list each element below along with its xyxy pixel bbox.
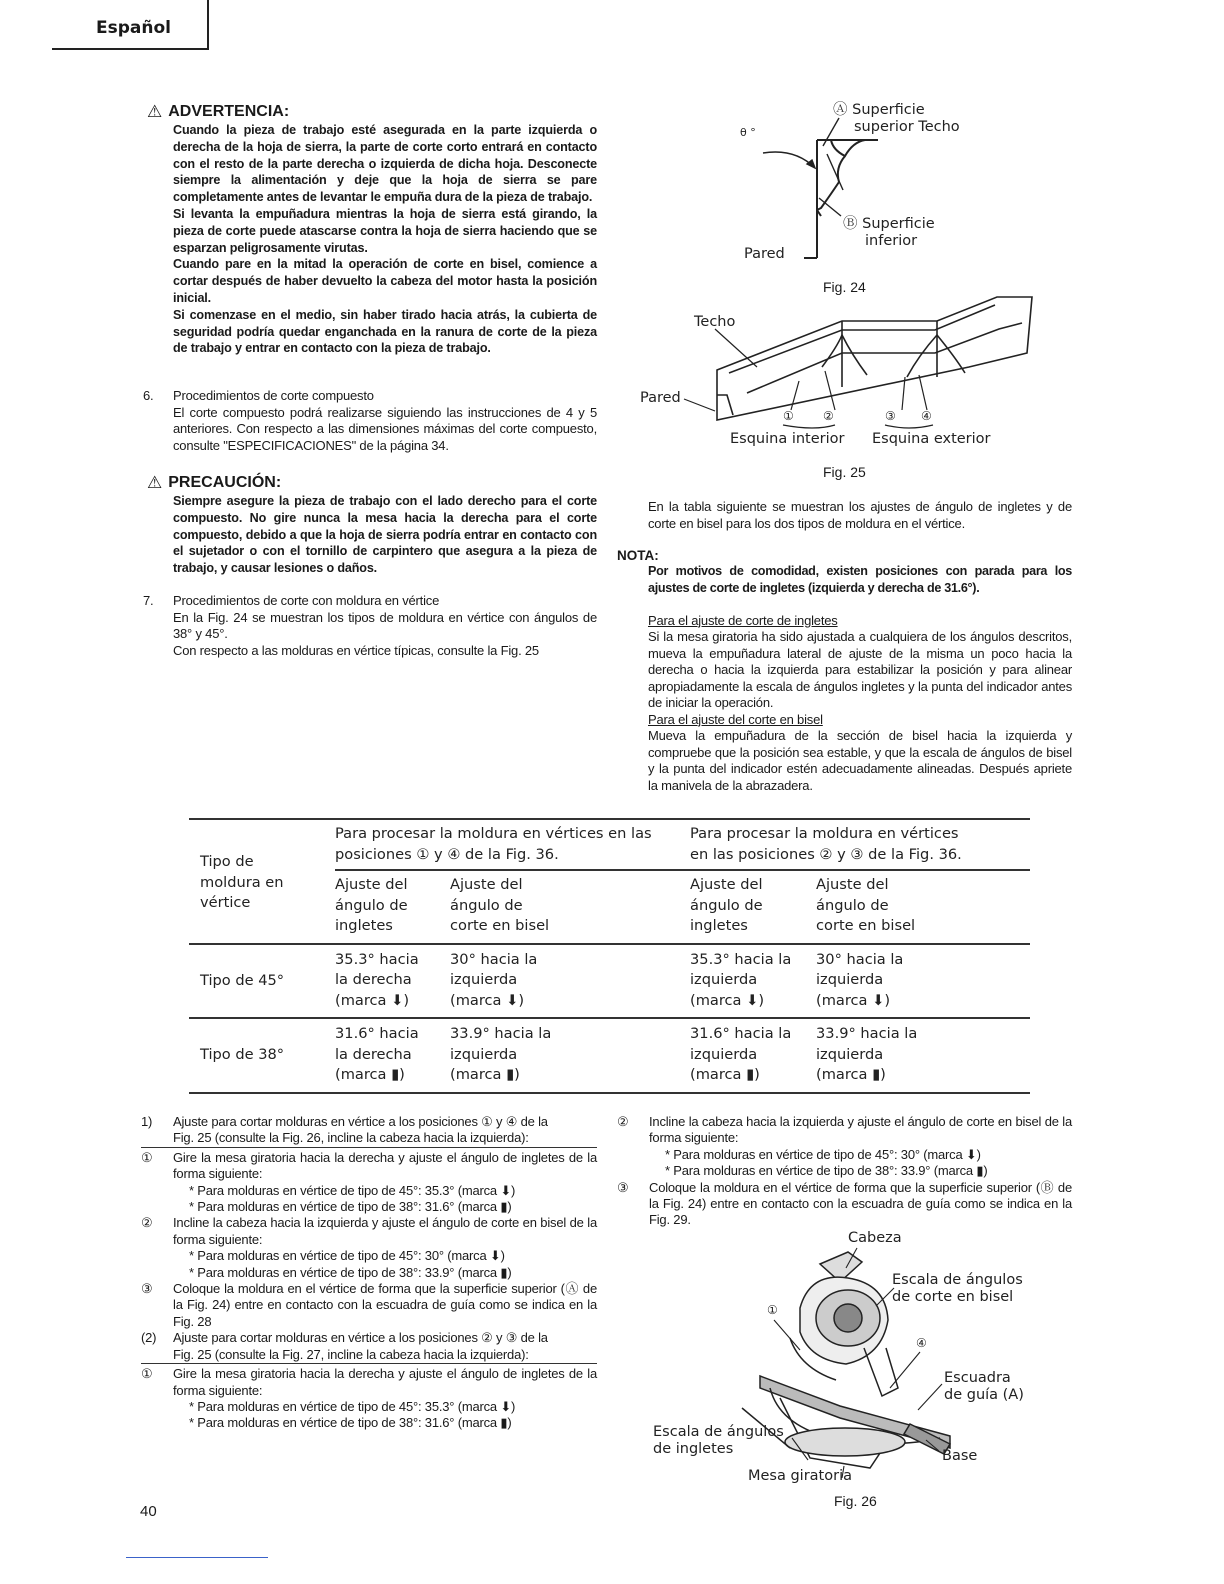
inner-corner-label: Esquina interior (730, 431, 845, 447)
step-marker: ① (141, 1366, 153, 1382)
step-text: Coloque la moldura en el vértice de forma que la superficie superior (Ⓑ de la Fig. 24) entre en contacto con la escuadra de guía como se indica en la Fig. 29. (649, 1179, 1072, 1228)
marker-4: ④ (921, 409, 932, 423)
subheader-miter: Ajuste del ángulo de ingletes (690, 876, 763, 934)
step-marker: ③ (141, 1281, 153, 1297)
item-number: 6. (143, 388, 154, 403)
step-text: Incline la cabeza hacia la izquierda y ajuste el ángulo de corte en bisel de la forma siguiente: (649, 1114, 1072, 1146)
bevel-text: Mueva la empuñadura de la sección de bisel hacia la izquierda y compruebe que la posición sea estable, y que la escala de ángulos de bisel y la punta del indicador estén adecuadamente alineadas. Después apriete la manivela de la abrazadera. (648, 728, 1072, 793)
group2-header (690, 820, 1030, 870)
step-marker: ① (141, 1149, 153, 1165)
steps-left (141, 1114, 597, 1432)
bevel-scale-label: Escala de ángulos (892, 1272, 1023, 1288)
caution-title: PRECAUCIÓN: (168, 474, 282, 491)
bevel-heading: Para el ajuste del corte en bisel (648, 711, 823, 727)
step-1 (141, 1114, 597, 1148)
upper-surface-label: Ⓐ Superficie (833, 102, 925, 118)
step-marker: (2) (141, 1330, 157, 1346)
step-2-a (141, 1366, 597, 1432)
table-cell: 35.3° hacia la derecha (marca ⬇) (335, 944, 450, 1019)
marker-1: ① (767, 1303, 778, 1317)
table-row (189, 944, 1030, 1019)
outer-corner-label: Esquina exterior (872, 431, 991, 447)
bevel-scale-label-2: de corte en bisel (892, 1289, 1014, 1305)
language-tab: Español (52, 0, 209, 50)
figure-25 (637, 295, 1047, 485)
item-text: En la Fig. 24 se muestran los tipos de moldura en vértice con ángulos de 38° y 45°. (173, 609, 597, 641)
subheader-miter: Ajuste del ángulo de ingletes (335, 876, 408, 934)
note-title: NOTA: (617, 548, 659, 563)
warning-paragraph: Si comenzase en el medio, sin haber tirado hacia atrás, la cubierta de seguridad podría quedar enganchada en la ranura de corte de la pieza de trabajo y entrar en contacto con la pieza de trabajo. (173, 307, 597, 356)
step-marker: ③ (617, 1179, 629, 1195)
step-1-c (141, 1281, 597, 1330)
figure-24 (735, 98, 1035, 303)
miter-scale-label-2: de ingletes (653, 1441, 734, 1457)
step-2 (141, 1330, 597, 1364)
page-number: 40 (140, 1503, 157, 1520)
step-bullet: * Para molduras en vértice de tipo de 38°: 33.9° (marca ▮) (189, 1264, 512, 1280)
miter-scale-label: Escala de ángulos (653, 1424, 784, 1440)
base-label: Base (942, 1448, 978, 1464)
molding-type-cell: Tipo de 38° (189, 1018, 335, 1093)
right-intro (648, 499, 1072, 532)
wall-label: Pared (744, 246, 785, 262)
marker-3: ③ (885, 409, 896, 423)
header-line: posiciones ① y ④ de la Fig. 36. (335, 845, 559, 863)
miter-text: Si la mesa giratoria ha sido ajustada a cualquiera de los ángulos descritos, mueva la empuñadura lateral de ajuste de la misma un poco hacia la derecha o hacia la izquierda para estabilizar la posición y para alinear apropiadamente la escala de ángulos ingletes y la punta del indicador antes de iniciar la operación. (648, 629, 1072, 711)
caution-heading (147, 473, 597, 493)
warning-section (147, 102, 597, 357)
table-cell: 31.6° hacia la derecha (marca ▮) (335, 1018, 450, 1093)
step-text: Fig. 25 (consulte la Fig. 27, incline la cabeza hacia la izquierda): (173, 1346, 529, 1362)
miter-heading: Para el ajuste de corte de ingletes (648, 612, 838, 628)
item-7 (143, 593, 597, 659)
group1-header (335, 820, 690, 870)
marker-2: ② (823, 409, 834, 423)
marker-1: ① (783, 409, 794, 423)
step-bullet: * Para molduras en vértice de tipo de 38°: 31.6° (marca ▮) (189, 1199, 512, 1215)
header-text: Tipo de moldura en vértice (200, 853, 284, 911)
step-text: Coloque la moldura en el vértice de forma que la superficie superior (Ⓐ de la Fig. 24) entre en contacto con la escuadra de guía como se indica en la Fig. 28 (173, 1281, 597, 1329)
step-text: Gire la mesa giratoria hacia la derecha y ajuste el ángulo de ingletes de la forma siguiente: (173, 1149, 597, 1182)
settings-table (189, 820, 1030, 1094)
head-label: Cabeza (848, 1230, 902, 1246)
figure-caption: Fig. 24 (823, 279, 866, 295)
step-text: Gire la mesa giratoria hacia la derecha y ajuste el ángulo de ingletes de la forma siguiente: (173, 1366, 597, 1398)
step-marker: ② (617, 1114, 629, 1129)
note-section (617, 548, 1072, 794)
step-1-b (141, 1215, 597, 1281)
item-6 (143, 388, 597, 454)
theta-label: θ ° (740, 126, 756, 139)
item-text: Con respecto a las molduras en vértice típicas, consulte la Fig. 25 (173, 642, 539, 658)
step-bullet: * Para molduras en vértice de tipo de 38°: 33.9° (marca ▮) (665, 1163, 988, 1179)
table-cell: 31.6° hacia la izquierda (marca ▮) (690, 1018, 816, 1093)
wall-label: Pared (640, 390, 681, 406)
ceiling-label: Techo (694, 314, 736, 330)
lower-surface-label: Ⓑ Superficie (843, 216, 935, 232)
molding-settings-table (189, 818, 1030, 1094)
step-marker: ② (141, 1215, 153, 1231)
step-bullet: * Para molduras en vértice de tipo de 38°: 31.6° (marca ▮) (189, 1415, 512, 1431)
upper-surface-label-2: superior Techo (854, 119, 960, 135)
table-cell: 35.3° hacia la izquierda (marca ⬇) (690, 944, 816, 1019)
step-bullet: * Para molduras en vértice de tipo de 45°: 30° (marca ⬇) (665, 1146, 981, 1162)
item-title: Procedimientos de corte compuesto (173, 388, 374, 403)
step-marker: 1) (141, 1114, 153, 1129)
header-line: Para procesar la moldura en vértices en las (335, 825, 652, 842)
step-bullet: * Para molduras en vértice de tipo de 45°: 35.3° (marca ⬇) (189, 1182, 516, 1198)
item-text: El corte compuesto podrá realizarse siguiendo las instrucciones de 4 y 5 anteriores. Con respecto a las dimensiones máximas del corte compuesto, consulte "ESPECIFICACIONES" de la página 34. (173, 404, 597, 453)
footer-rule (126, 1557, 268, 1558)
caution-text: Siempre asegure la pieza de trabajo con el lado derecho para el corte compuesto. No gire nunca la mesa hacia la derecha para el corte compuesto, debido a que la hoja de sierra podría entrar en contacto con el sujetador o con el tornillo de carpintero que asegura a la pieza de trabajo, y causar lesiones o daños. (173, 494, 597, 576)
warning-title: ADVERTENCIA: (168, 103, 290, 120)
lower-surface-label-2: inferior (865, 233, 918, 249)
item-number: 7. (143, 593, 154, 608)
turntable-label: Mesa giratoria (748, 1468, 852, 1484)
step-bullet: * Para molduras en vértice de tipo de 45°: 30° (marca ⬇) (189, 1248, 505, 1264)
warning-paragraph: Cuando pare en la mitad la operación de corte en bisel, comience a cortar después de haber devuelto la cabeza del motor hasta la posición inicial. (173, 257, 597, 305)
note-body (648, 613, 1072, 795)
warning-text (173, 122, 597, 357)
guide-fence-label: Escuadra (944, 1370, 1011, 1386)
intro-text: En la tabla siguiente se muestran los ajustes de ángulo de ingletes y de corte en bisel para los dos tipos de moldura en el vértice. (648, 499, 1072, 531)
figure-caption: Fig. 26 (834, 1493, 877, 1509)
warning-heading (147, 102, 597, 122)
step-text: Fig. 25 (consulte la Fig. 26, incline la cabeza hacia la izquierda): (173, 1130, 529, 1146)
table-cell: 30° hacia la izquierda (marca ⬇) (816, 944, 1030, 1019)
subheader-bevel: Ajuste del ángulo de corte en bisel (450, 876, 550, 934)
table-cell: 30° hacia la izquierda (marca ⬇) (450, 944, 690, 1019)
step-1-a (141, 1150, 597, 1216)
caution-section (147, 473, 597, 577)
table-row (189, 1018, 1030, 1093)
figure-caption: Fig. 25 (823, 464, 866, 480)
header-line: Para procesar la moldura en vértices (690, 825, 959, 842)
note-text: Por motivos de comodidad, existen posiciones con parada para los ajustes de corte de ingletes (izquierda y derecha de 31.6°). (648, 564, 1072, 595)
subheader-bevel: Ajuste del ángulo de corte en bisel (816, 876, 916, 934)
guide-fence-label-2: de guía (A) (944, 1387, 1024, 1403)
warning-paragraph: Si levanta la empuñadura mientras la hoja de sierra está girando, la pieza de corte puede atascarse contra la hoja de sierra haciendo que se esparzan peligrosamente virutas. (173, 206, 597, 255)
note-text-block (648, 563, 1072, 597)
figure-26 (650, 1228, 1050, 1518)
header-line: en las posiciones ② y ③ de la Fig. 36. (690, 845, 962, 863)
steps-right (617, 1114, 1072, 1229)
step-text: Ajuste para cortar molduras en vértice a los posiciones ① y ④ de la (173, 1114, 548, 1129)
warning-paragraph: Cuando la pieza de trabajo esté asegurada en la parte izquierda o derecha de la hoja de sierra, la parte de corte corto entrará en contacto con el resto de la parte derecha o izquierda de dicha hoja. Desconecte siempre la alimentación y deje que la hoja de sierra se pare completamente antes de levantar le empuña dura de la pieza de trabajo. (173, 123, 597, 205)
step-text: Incline la cabeza hacia la izquierda y ajuste el ángulo de corte en bisel de la forma siguiente: (173, 1215, 597, 1247)
step-bullet: * Para molduras en vértice de tipo de 45°: 35.3° (marca ⬇) (189, 1398, 516, 1414)
marker-4: ④ (916, 1336, 927, 1350)
table-cell: 33.9° hacia la izquierda (marca ▮) (450, 1018, 690, 1093)
step-text: Ajuste para cortar molduras en vértice a los posiciones ② y ③ de la (173, 1330, 548, 1346)
table-cell: 33.9° hacia la izquierda (marca ▮) (816, 1018, 1030, 1093)
molding-type-header (189, 820, 335, 944)
step-2-c (617, 1180, 1072, 1229)
item-title: Procedimientos de corte con moldura en vértice (173, 593, 440, 608)
warning-triangle-icon: ⚠ (147, 473, 163, 492)
warning-triangle-icon: ⚠ (147, 102, 163, 121)
molding-type-cell: Tipo de 45° (189, 944, 335, 1019)
step-2-b (617, 1114, 1072, 1180)
